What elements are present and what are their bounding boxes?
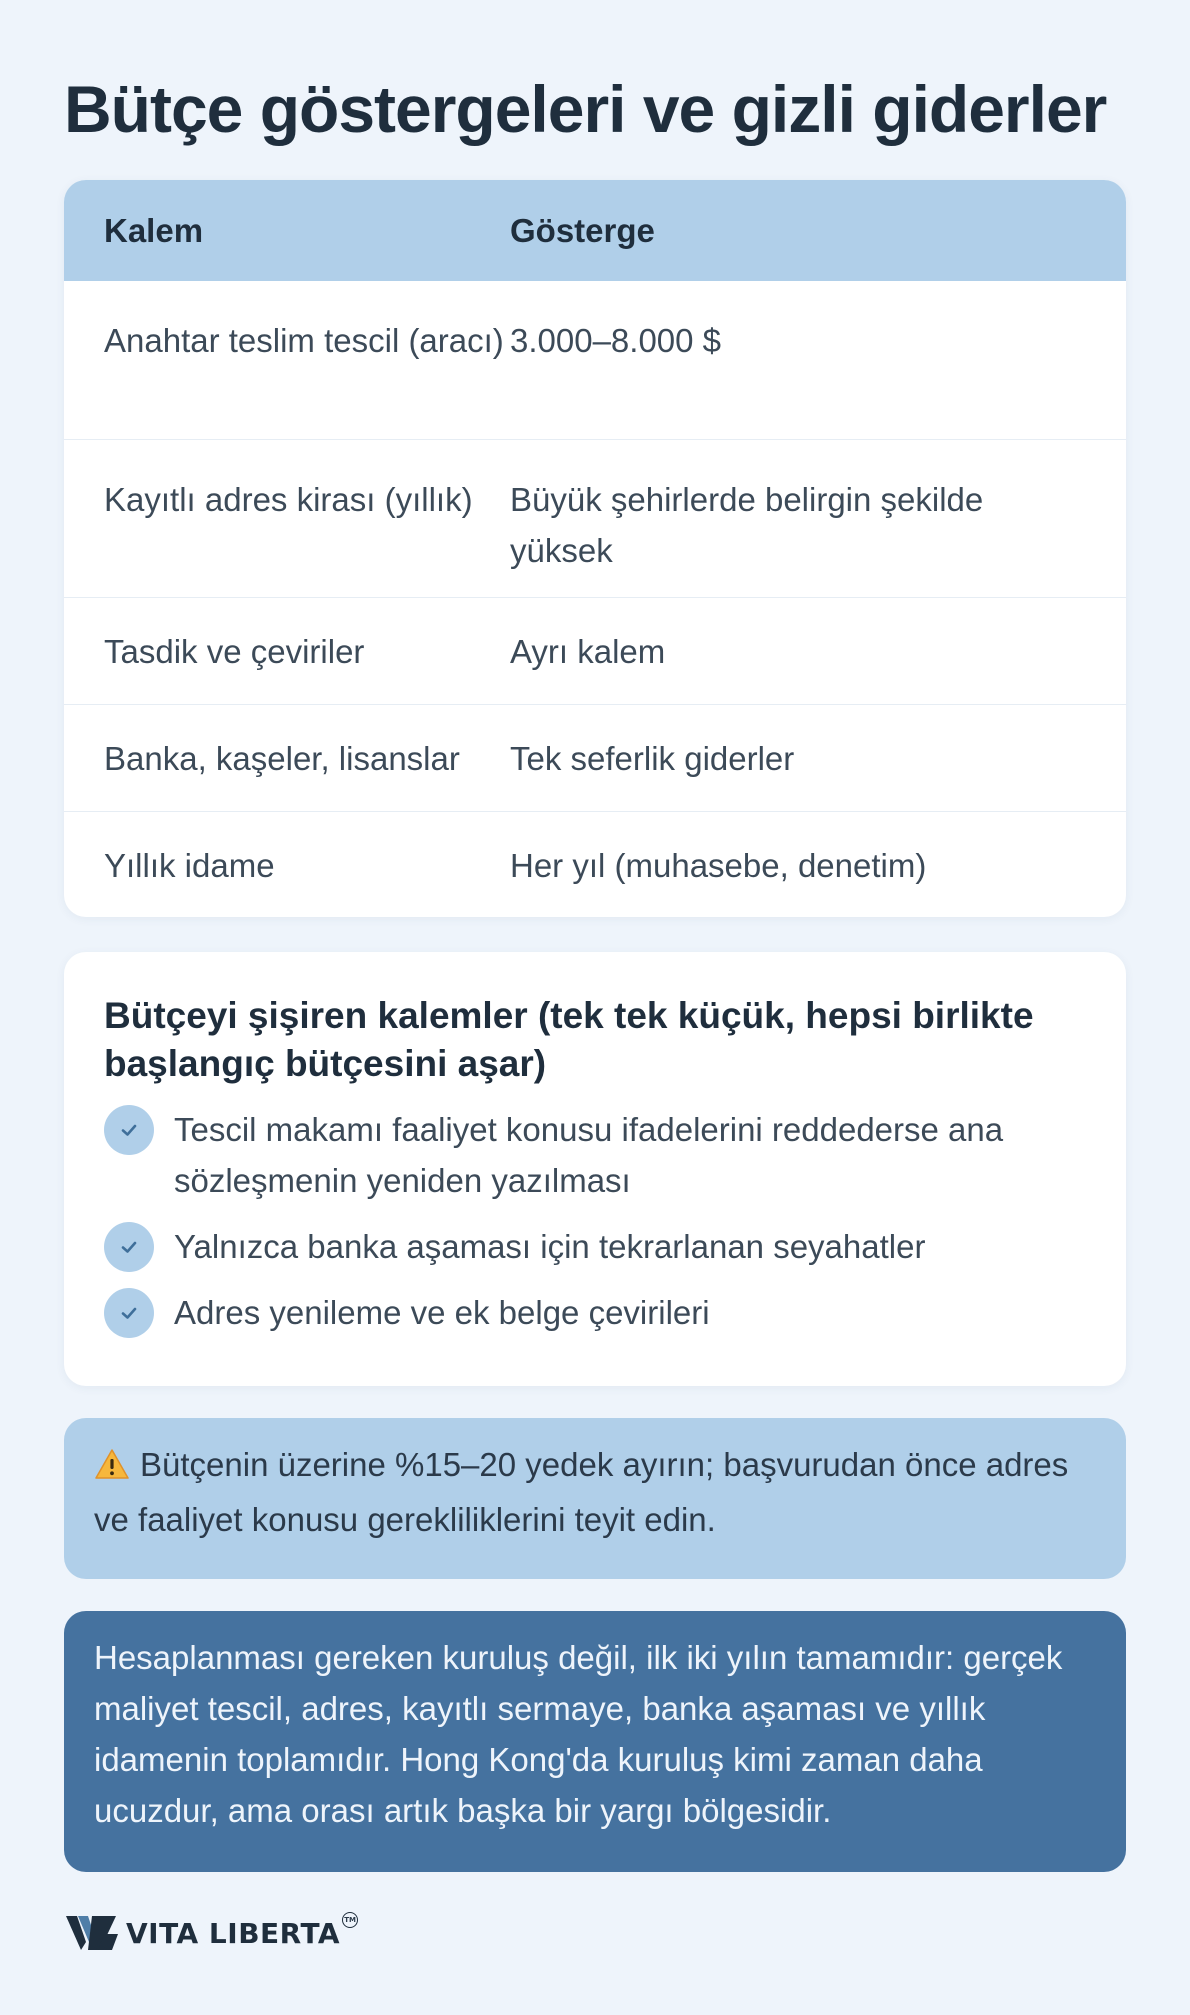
table-cell: Kayıtlı adres kirası (yıllık) bbox=[104, 481, 473, 518]
hidden-costs-card bbox=[64, 952, 1126, 1386]
warning-note bbox=[64, 1418, 1126, 1579]
summary-box bbox=[64, 1611, 1126, 1872]
list-item-text: Adres yenileme ve ek belge çevirileri bbox=[174, 1294, 710, 1331]
table-cell: 3.000–8.000 $ bbox=[510, 322, 722, 359]
warning-icon bbox=[94, 1443, 130, 1494]
budget-table bbox=[64, 180, 1126, 917]
table-row bbox=[64, 281, 1126, 439]
hidden-costs-list bbox=[104, 1104, 1086, 1338]
summary-text: Hesaplanması gereken kuruluş değil, ilk iki yılın tamamıdır: gerçek maliyet tescil, adres, kayıtlı sermaye, banka aşaması ve yıllık idamenin toplamıdır. Hong Kong'da kuruluş kimi zaman daha ucuzdur, ama orası artık başka bir yargı bölgesidir. bbox=[94, 1639, 1063, 1829]
table-cell: Tek seferlik giderler bbox=[510, 740, 795, 777]
table-cell: Banka, kaşeler, lisanslar bbox=[104, 740, 460, 777]
check-icon bbox=[104, 1288, 154, 1338]
table-cell: Büyük şehirlerde belirgin şekilde yüksek bbox=[510, 481, 984, 569]
check-icon bbox=[104, 1105, 154, 1155]
vita-liberta-logo-mark bbox=[64, 1912, 118, 1954]
table-header bbox=[64, 180, 1126, 281]
trademark-symbol: TM bbox=[342, 1912, 358, 1928]
check-icon bbox=[104, 1222, 154, 1272]
list-item bbox=[104, 1221, 1086, 1272]
hidden-costs-heading: Bütçeyi şişiren kalemler (tek tek küçük, hepsi birlikte başlangıç bütçesini aşar) bbox=[104, 995, 1034, 1084]
table-cell: Yıllık idame bbox=[104, 847, 275, 884]
list-item-text: Yalnızca banka aşaması için tekrarlanan seyahatler bbox=[174, 1228, 926, 1265]
list-item-text: Tescil makamı faaliyet konusu ifadelerini reddederse ana sözleşmenin yeniden yazılması bbox=[174, 1111, 1004, 1199]
table-cell: Ayrı kalem bbox=[510, 633, 666, 670]
table-row bbox=[64, 439, 1126, 597]
table-row bbox=[64, 811, 1126, 917]
list-item bbox=[104, 1104, 1086, 1206]
brand-logo bbox=[64, 1908, 358, 1958]
list-item bbox=[104, 1287, 1086, 1338]
table-row bbox=[64, 597, 1126, 704]
column-header-item: Kalem bbox=[104, 211, 204, 249]
warning-text: Bütçenin üzerine %15–20 yedek ayırın; başvurudan önce adres ve faaliyet konusu gerekliliklerini teyit edin. bbox=[94, 1446, 1069, 1538]
table-cell: Her yıl (muhasebe, denetim) bbox=[510, 847, 927, 884]
column-header-indicator: Gösterge bbox=[510, 211, 655, 249]
table-row bbox=[64, 704, 1126, 811]
page-title: Bütçe göstergeleri ve gizli giderler bbox=[64, 72, 1107, 146]
brand-name: VITA LIBERTA bbox=[126, 1916, 341, 1950]
table-cell: Tasdik ve çeviriler bbox=[104, 633, 365, 670]
table-cell: Anahtar teslim tescil (aracı) bbox=[104, 322, 504, 359]
